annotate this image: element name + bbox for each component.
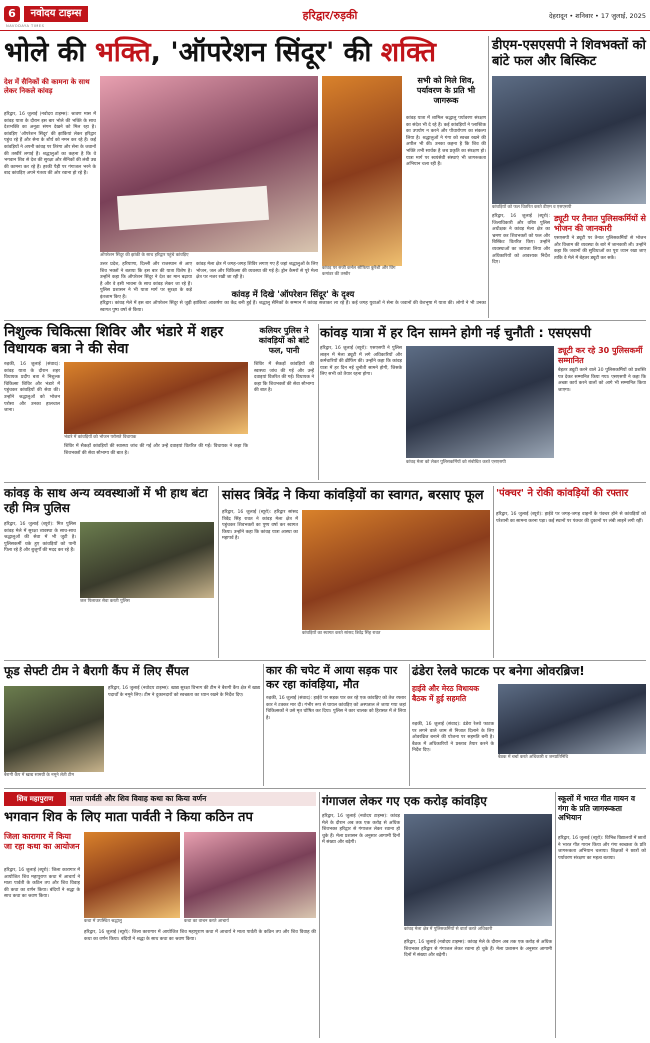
mid-left-body: रुड़की, 16 जुलाई (संवाद): कांवड़ यात्रा के दौरान शहर विधायक प्रदीप बत्रा ने निशुल्क चिकित्सा शिविर और भंडारे में पहुंचकर कांवड़ियों की सेवा की। उन्होंने श्रद्धालुओं को भोजन परोसा और उनका हालचाल जाना।	[4, 362, 60, 414]
col-rule-top-1	[488, 36, 489, 318]
top-right-photo	[492, 76, 646, 204]
lead-kicker-text: देश में सैनिकों की कामना के साथ लेकर निकले कांवड़	[4, 78, 90, 95]
top-right-box-body: एसएसपी ने ड्यूटी पर तैनात पुलिसकर्मियों से भोजन और विश्राम की व्यवस्था के बारे में जानकारी ली। उन्होंने कहा कि जवानों की सुविधाओं का पूरा ध्यान रखा जाए ताकि वे मेले में बेहतर ड्यूटी कर सकें।	[554, 236, 646, 261]
section-title: हरिद्वार/रुड़की	[302, 9, 358, 22]
row3-center-headline: सांसद त्रिवेंद्र ने किया कांवड़ियों का स्वागत, बरसाए फूल	[222, 488, 484, 503]
bottom-right-body: हरिद्वार, 16 जुलाई (ब्यूरो): विभिन्न विद्यालयों में छात्रों ने भारत गीत गायन किया और गंगा स्वच्छता के प्रति जागरूकता अभियान चलाया। शिक्षकों ने छात्रों को पर्यावरण संरक्षण का महत्व बताया।	[558, 836, 646, 861]
lead-body-col2: उत्तर प्रदेश, हरियाणा, दिल्ली और राजस्थान से आए शिव भक्तों ने बताया कि इस बार की यात्रा विशेष है। उन्होंने कहा कि ऑपरेशन सिंदूर ने देश का मान बढ़ाया है और वे इसी भावना के साथ कांवड़ लेकर जा रहे हैं। पुलिस प्रशासन ने भी यात्रा मार्ग पर सुरक्षा के कड़े इंतजाम किए हैं।	[100, 262, 192, 300]
row3-left-caption: जल पिलाकर सेवा करती पुलिस	[80, 599, 130, 604]
mid-left-photo	[64, 362, 248, 434]
bottom-left-body-2: हरिद्वार, 16 जुलाई (ब्यूरो): जिला कारागार में आयोजित शिव महापुराण कथा में आचार्य ने माता पार्वती के कठिन तप और शिव विवाह की कथा का वर्णन किया। बंदियों ने श्रद्धा के साथ कथा का श्रवण किया।	[84, 930, 316, 942]
row4-left-photo	[4, 686, 104, 772]
bottom-left-body: हरिद्वार, 16 जुलाई (ब्यूरो): जिला कारागार में आयोजित शिव महापुराण कथा में आचार्य ने माता पार्वती के कठिन तप और शिव विवाह की कथा का वर्णन किया। बंदियों ने श्रद्धा के साथ कथा का श्रवण किया।	[4, 868, 80, 900]
photo-placard	[117, 186, 269, 230]
rule-2	[4, 482, 646, 483]
bottom-right-headline: स्कूलों में भारत गीत गायन व गंगा के प्रति जागरूकता अभियान	[558, 794, 636, 822]
paper-small-logo: NAVODAYA TIMES	[6, 24, 45, 28]
row4-right-box	[412, 684, 494, 703]
rule-1	[4, 320, 646, 321]
mid-right-box-body: बेहतर ड्यूटी करने वाले 30 पुलिसकर्मियों को प्रशस्ति पत्र देकर सम्मानित किया गया। एसएसपी ने कहा कि अच्छा कार्य करने वालों को आगे भी सम्मानित किया जाएगा।	[558, 368, 646, 393]
bottom-center-caption: कांवड़ मेला क्षेत्र में पुलिसकर्मियों से वार्ता करते अधिकारी	[404, 927, 493, 932]
bottom-center-body: हरिद्वार, 16 जुलाई (नवोदय टाइम्स): कांवड़ मेले के दौरान अब तक एक करोड़ से अधिक शिवभक्त हरिद्वार से गंगाजल लेकर रवाना हो चुके हैं। मेला प्रशासन के अनुसार आगामी दिनों में संख्या और बढ़ेगी।	[322, 814, 400, 846]
row4-left-caption: बैरागी कैंप में खाद्य सामग्री के नमूने लेती टीम	[4, 773, 75, 778]
row4-right-photo	[498, 684, 646, 754]
inset-photo	[322, 76, 402, 266]
row3-center-caption: कांवड़ियों का स्वागत करते सांसद त्रिवेंद्र सिंह रावत	[302, 631, 381, 636]
sidebar-headline: सभी को मिले शिव, पर्यावरण के प्रति भी जागरूक	[416, 76, 476, 105]
col-rule-row3-2	[493, 486, 494, 658]
lead-strip-headline: कांवड़ में दिखे 'ऑपरेशन सिंदूर' के दृश्य	[231, 290, 355, 300]
row3-left-photo	[80, 522, 214, 598]
row3-center-photo	[302, 510, 490, 630]
bottom-center-body-2: हरिद्वार, 16 जुलाई (नवोदय टाइम्स): कांवड़ मेले के दौरान अब तक एक करोड़ से अधिक शिवभक्त हरिद्वार से गंगाजल लेकर रवाना हो चुके हैं। मेला प्रशासन के अनुसार आगामी दिनों में संख्या और बढ़ेगी।	[404, 940, 552, 959]
lead-kicker	[4, 78, 96, 96]
bottom-tag-headline: माता पार्वती और शिव विवाह कथा का किया वर्णन	[70, 794, 207, 803]
mid-right-box	[558, 346, 646, 478]
row4-right-headline: ढंडेरा रेलवे फाटक पर बनेगा ओवरब्रिज!	[412, 664, 585, 678]
lead-body-col3: कांवड़ मेला क्षेत्र में जगह-जगह शिविर लगाए गए हैं जहां श्रद्धालुओं के लिए भोजन, जल और चिकित्सा की व्यवस्था की गई है। ड्रोन कैमरों से पूरे मेला क्षेत्र पर नजर रखी जा रही है।	[196, 262, 318, 281]
rule-3	[4, 660, 646, 661]
lead-body: हरिद्वार, 16 जुलाई (नवोदय टाइम्स): श्रावण मास में कांवड़ यात्रा के दौरान इस बार भोले की भक्ति के साथ देशभक्ति का अनूठा संगम देखने को मिल रहा है। कांवड़िए 'ऑपरेशन सिंदूर' की झांकियां लेकर हरिद्वार पहुंच रहे हैं और सेना के शौर्य को नमन कर रहे हैं। कई कांवड़ियों ने अपनी कांवड़ पर तिरंगा और सेना के जवानों की तस्वीरें लगाई हैं। श्रद्धालुओं का कहना है कि वे भगवान शिव से देश की सुरक्षा और सैनिकों की लंबी उम्र की कामना कर रहे हैं। हरकी पैड़ी पर गंगाजल भरने के बाद कांवड़िए अपने गंतव्य की ओर रवाना हो रहे हैं।	[4, 112, 96, 177]
top-right-box	[554, 214, 646, 296]
lead-photo-caption: ऑपरेशन सिंदूर की झांकी के साथ हरिद्वार पहुंचे कांवड़िए	[100, 253, 189, 258]
row4-center-headline: कार की चपेट में आया सड़क पार कर रहा कांवड़िया, मौत	[266, 664, 398, 691]
bottom-left-photo-2	[184, 832, 316, 918]
top-right-box-headline: ड्यूटी पर तैनात पुलिसकर्मियों से भोजन की जानकारी	[554, 214, 646, 233]
top-right-caption: कांवड़ियों को फल वितरित करते डीएम व एसएसपी	[492, 205, 572, 210]
col-rule-mid-1	[318, 324, 319, 480]
mid-right-photo	[406, 346, 554, 458]
col-rule-row4-1	[263, 664, 264, 786]
lead-photo	[100, 76, 318, 252]
lead-headline-part1: भोले की	[4, 37, 95, 68]
row3-left-headline: कांवड़ के साथ अन्य व्यवस्थाओं में भी हाथ बंटा रही मित्र पुलिस	[4, 486, 208, 515]
bottom-left-kicker: जिला कारागार में किया जा रहा कथा का आयोजन	[4, 832, 80, 851]
mid-center-headline: कलियर पुलिस ने कांवड़ियों को बांटे फल, पानी	[258, 326, 310, 355]
masthead	[0, 0, 650, 32]
bottom-center-headline: गंगाजल लेकर गए एक करोड़ कांवड़िए	[322, 794, 487, 808]
mid-right-headline: कांवड़ यात्रा में हर दिन सामने होगी नई चुनौती : एसएसपी	[320, 326, 591, 341]
bottom-tag-bar	[4, 792, 316, 806]
row3-right-headline: 'पंक्चर' ने रोकी कांवड़ियों की रफ्तार	[496, 488, 629, 499]
row4-right-caption: बैठक में चर्चा करते अधिकारी व जनप्रतिनिधि	[498, 755, 569, 760]
mid-left-headline: निशुल्क चिकित्सा शिविर और भंडारे में शहर विधायक बत्रा ने की सेवा	[4, 324, 224, 357]
mid-right-caption: कांवड़ मेला को लेकर पुलिसकर्मियों को संबोधित करते एसएसपी	[406, 460, 506, 465]
row4-center-body: रुड़की, 16 जुलाई (संवाद): हाईवे पर सड़क पार कर रहे एक कांवड़िए को तेज रफ्तार कार ने टक्कर मार दी। गंभीर रूप से घायल कांवड़िए को अस्पताल ले जाया गया जहां चिकित्सकों ने उसे मृत घोषित कर दिया। पुलिस ने कार चालक को हिरासत में ले लिया है।	[266, 696, 406, 721]
top-right-headline: डीएम-एसएसपी ने शिवभक्तों को बांटे फल और बिस्किट	[492, 38, 646, 69]
sidebar-body: कांवड़ यात्रा में शामिल श्रद्धालु पर्यावरण संरक्षण का संदेश भी दे रहे हैं। कई कांवड़ियों ने प्लास्टिक का उपयोग न करने और पौधारोपण का संकल्प लिया है। श्रद्धालुओं ने गंगा को स्वच्छ रखने की अपील भी की। उनका कहना है कि शिव की भक्ति तभी सार्थक है जब प्रकृति का संरक्षण हो। यात्रा मार्ग पर स्वयंसेवी संस्थाएं भी जागरूकता अभियान चला रही हैं।	[406, 116, 486, 168]
date-line: देहरादून • शनिवार • 17 जुलाई, 2025	[548, 12, 646, 20]
inset-photo-caption: कांवड़ पर सजी कर्नल सोफिया कुरैशी और विंग कमांडर की तस्वीर	[322, 266, 396, 277]
mid-left-caption: भंडारे में कांवड़ियों को भोजन परोसते विधायक	[64, 435, 137, 440]
bottom-left-caption: कथा में उपस्थित श्रद्धालु	[84, 919, 122, 924]
bottom-left-photo-1	[84, 832, 180, 918]
mid-center-body: शिविर में सैकड़ों कांवड़ियों की स्वास्थ्य जांच की गई और उन्हें दवाइयां वितरित की गईं। विधायक ने कहा कि शिवभक्तों की सेवा सौभाग्य की बात है।	[254, 362, 314, 394]
bottom-left-kicker-box	[4, 832, 80, 852]
bottom-left-caption-2: कथा का वाचन करते आचार्य	[184, 919, 229, 924]
page-number: 6	[4, 6, 20, 22]
col-rule-row4-2	[409, 664, 410, 786]
lead-headline	[4, 36, 482, 72]
row4-left-headline: फूड सेफ्टी टीम ने बैरागी कैंप में लिए सैंपल	[4, 664, 189, 678]
rule-4	[4, 788, 646, 789]
row4-right-box-headline: हाईवे और मेरठ विधायक बैठक में हुई सहमति	[412, 684, 480, 703]
mid-right-body: हरिद्वार, 16 जुलाई (ब्यूरो): एसएसपी ने पुलिस लाइन में मेला ड्यूटी में लगे अधिकारियों और कर्मचारियों की ब्रीफिंग की। उन्होंने कहा कि कांवड़ यात्रा में हर दिन नई चुनौती सामने होगी, जिसके लिए सभी को तैयार रहना होगा।	[320, 346, 402, 378]
lead-headline-accent2: शक्ति	[380, 37, 436, 68]
col-rule-bot-2	[555, 792, 556, 1038]
lead-strip	[100, 290, 486, 318]
bottom-center-photo	[404, 814, 552, 926]
bottom-left-headline: भगवान शिव के लिए माता पार्वती ने किया कठिन तप	[4, 810, 253, 825]
col-rule-bot-1	[319, 792, 320, 1038]
lead-headline-part2: , 'ऑपरेशन सिंदूर' की	[150, 37, 381, 68]
row3-center-body: हरिद्वार, 16 जुलाई (ब्यूरो): हरिद्वार सांसद त्रिवेंद्र सिंह रावत ने कांवड़ मेला क्षेत्र में पहुंचकर शिवभक्तों का पुष्प वर्षा कर स्वागत किया। उन्होंने कहा कि कांवड़ यात्रा आस्था का महापर्व है।	[222, 510, 298, 542]
col-rule-row3-1	[218, 486, 219, 658]
top-right-body: हरिद्वार, 16 जुलाई (ब्यूरो): जिलाधिकारी और वरिष्ठ पुलिस अधीक्षक ने कांवड़ मेला क्षेत्र का भ्रमण कर शिवभक्तों को फल और बिस्किट वितरित किए। उन्होंने व्यवस्थाओं का जायजा लिया और अधिकारियों को आवश्यक निर्देश दिए।	[492, 214, 550, 266]
row4-right-body: रुड़की, 16 जुलाई (संवाद): ढंडेरा रेलवे फाटक पर लगने वाले जाम से निजात दिलाने के लिए ओवरब्रिज बनाने की योजना पर सहमति बनी है। बैठक में अधिकारियों ने प्रस्ताव तैयार करने के निर्देश दिए।	[412, 722, 494, 754]
mid-left-body-col2: शिविर में सैकड़ों कांवड़ियों की स्वास्थ्य जांच की गई और उन्हें दवाइयां वितरित की गईं। विधायक ने कहा कि शिवभक्तों की सेवा सौभाग्य की बात है।	[64, 444, 248, 456]
paper-name: नवोदय टाइम्स	[24, 6, 88, 22]
mid-right-box-headline: ड्यूटी कर रहे 30 पुलिसकर्मी सम्मानित	[558, 346, 643, 365]
bottom-tag: शिव महापुराण	[4, 792, 66, 806]
lead-headline-accent1: भक्ति	[94, 37, 151, 68]
row3-right-body: हरिद्वार, 16 जुलाई (ब्यूरो): हाईवे पर जगह-जगह वाहनों के पंक्चर होने से कांवड़ियों को परेशानी का सामना करना पड़ा। कई स्थानों पर पंक्चर की दुकानों पर लंबी लाइनें लगी रहीं।	[496, 512, 646, 524]
masthead-rule	[0, 30, 650, 31]
lead-strip-body: हरिद्वार। कांवड़ मेले में इस बार ऑपरेशन सिंदूर से जुड़ी झांकियां आकर्षण का केंद्र बनी हुई हैं। श्रद्धालु सैनिकों के सम्मान में कांवड़ सजाकर ला रहे हैं। कई जगह युवाओं ने सेना के जवानों की वेशभूषा में यात्रा की। लोगों ने भी उनका स्वागत पुष्प वर्षा से किया।	[100, 301, 486, 313]
row4-left-body: हरिद्वार, 16 जुलाई (नवोदय टाइम्स): खाद्य सुरक्षा विभाग की टीम ने बैरागी कैंप क्षेत्र में खाद्य पदार्थों के नमूने लिए। टीम ने दुकानदारों को स्वच्छता का ध्यान रखने के निर्देश दिए।	[108, 686, 260, 698]
row3-left-body: हरिद्वार, 16 जुलाई (ब्यूरो): मित्र पुलिस कांवड़ मेले में सुरक्षा व्यवस्था के साथ-साथ श्रद्धालुओं की सेवा में भी जुटी है। पुलिसकर्मी थके हुए कांवड़ियों को पानी पिला रहे हैं और बुजुर्गों की मदद कर रहे हैं।	[4, 522, 76, 554]
